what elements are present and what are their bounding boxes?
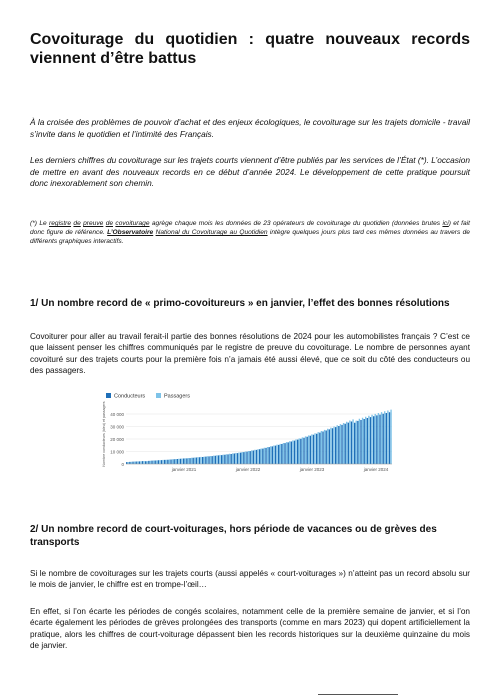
bar-passagers [210,456,211,464]
bar-passagers [162,460,163,464]
bar-passagers [295,439,296,464]
bar-passagers [213,456,214,464]
bar-conducteurs [341,425,342,464]
bar-passagers [387,411,388,465]
bar-conducteurs [379,415,380,464]
bar-passagers [159,460,160,464]
bar-passagers [314,433,315,464]
bar-conducteurs [373,416,374,464]
bar-conducteurs [136,462,137,465]
bar-passagers [140,461,141,464]
section-2-body-1: Si le nombre de covoiturages sur les trajets courts (aussi appelés « court-voiturages ») n’atteint pas un record absolu sur le mois de janvier, le chiffre est en trompe-l’œil… [30,569,470,590]
bar-conducteurs [370,417,371,464]
bar-passagers [270,446,271,464]
bar-conducteurs [243,452,244,464]
bar-conducteurs [186,458,187,464]
bar-conducteurs [329,429,330,464]
bar-passagers [219,455,220,464]
bar-conducteurs [237,453,238,464]
legend-label: Passagers [164,393,190,400]
bar-passagers [384,411,385,464]
bar-conducteurs [205,457,206,464]
bar-passagers [153,461,154,465]
bar-conducteurs [193,458,194,464]
observatoire-link[interactable]: L’Observatoire [107,229,154,237]
bar-passagers [223,455,224,464]
bar-passagers [267,447,268,464]
bar-conducteurs [139,461,140,464]
bar-conducteurs [389,412,390,464]
x-tick-label: janvier 2023 [299,467,325,472]
bar-passagers [264,448,265,464]
bar-passagers [340,424,341,464]
bar-passagers [261,449,262,465]
bar-passagers [276,445,277,464]
bar-passagers [378,413,379,464]
bar-conducteurs [348,423,349,464]
bar-passagers [216,455,217,464]
bar-conducteurs [199,457,200,464]
bar-passagers [242,452,243,464]
bar-conducteurs [158,460,159,464]
bar-conducteurs [231,454,232,464]
bar-passagers [245,452,246,465]
bar-conducteurs [164,460,165,464]
bar-passagers [197,457,198,464]
bar-passagers [330,428,331,464]
bar-passagers [381,412,382,464]
bar-conducteurs [262,449,263,464]
y-tick-label: 10 000 [110,449,124,455]
de-link-2[interactable]: de [105,220,114,227]
footnote [30,219,470,247]
bar-conducteurs [174,459,175,464]
bar-conducteurs [284,443,285,464]
bar-passagers [283,443,284,464]
bar-passagers [131,462,132,464]
bar-conducteurs [319,433,320,464]
bar-passagers [321,431,322,464]
bar-conducteurs [256,450,257,464]
bar-conducteurs [322,432,323,465]
bar-passagers [356,421,357,464]
bar-passagers [207,456,208,464]
bar-passagers [194,458,195,465]
bar-conducteurs [297,440,298,464]
bar-conducteurs [383,414,384,464]
y-tick-label: 40 000 [110,411,124,417]
bar-conducteurs [183,459,184,465]
page-title: Covoiturage du quotidien : quatre nouveaux records viennent d’être battus [30,31,470,67]
bar-conducteurs [221,455,222,464]
bar-passagers [128,462,129,464]
bar-conducteurs [234,454,235,465]
bar-conducteurs [151,461,152,464]
bar-conducteurs [338,426,339,464]
legend-swatch [156,393,161,398]
section-2-body-2: En effet, si l’on écarte les périodes de congés scolaires, notamment celle de la première semaine de janvier, et si l’on écarte également les périodes de grèves prolongées des transports (comme en mars 2023) qui dopent artificiellement la pratique, alors les chiffres de court-voiturage dépassent bien les records historiques sur la deuxième quinzaine du mois de janvier. [30,607,470,650]
bar-conducteurs [227,454,228,464]
bar-conducteurs [240,453,241,464]
bar-passagers [181,459,182,465]
footnote-text: (*) Le [30,220,50,227]
bar-passagers [229,454,230,464]
registre-link[interactable]: registre [49,220,72,227]
bar-conducteurs [215,456,216,464]
bar-passagers [343,423,344,464]
bar-passagers [390,410,391,464]
bar-conducteurs [376,415,377,464]
bar-passagers [352,419,353,464]
bar-passagers [175,459,176,464]
bar-conducteurs [259,449,260,464]
bar-passagers [273,446,274,465]
bar-conducteurs [313,435,314,464]
bar-conducteurs [202,457,203,464]
legend-swatch [106,393,111,398]
bar-passagers [286,442,287,464]
bar-passagers [156,460,157,464]
bar-passagers [292,440,293,464]
bar-passagers [235,453,236,464]
bar-conducteurs [129,462,130,464]
bar-conducteurs [335,427,336,464]
bar-conducteurs [253,451,254,465]
bar-passagers [257,449,258,464]
section-1-body: Covoiturer pour aller au travail ferait-il partie des bonnes résolutions de 2024 pour les automobilistes français ? C’est ce que laissent penser les chiffres communiqués par le registre de preuve du covoiturage. Le nombre de personnes ayant covoituré sur des trajets courts pour la première fois n’a jamais été aussi élevé, que ce soit du côté des conducteurs ou des passagers. [30,332,470,375]
bar-conducteurs [275,446,276,464]
bar-conducteurs [269,447,270,464]
bar-passagers [362,418,363,464]
bar-conducteurs [272,446,273,464]
bar-passagers [166,460,167,464]
bar-passagers [254,450,255,464]
intro-paragraph-1: À la croisée des problèmes de pouvoir d’achat et des enjeux écologiques, le covoiturage sur les trajets domicile - travail s’invite dans le quotidien et l’intimité des Français. [30,117,470,139]
footnote-text: intègre quelques jours plus tard ces mêmes données au travers de différents graphiques interactifs. [30,229,470,246]
bar-conducteurs [291,442,292,465]
bar-passagers [280,444,281,464]
bar-conducteurs [208,456,209,464]
bar-conducteurs [196,458,197,465]
bar-passagers [226,454,227,464]
bar-conducteurs [357,421,358,464]
bar-passagers [172,459,173,464]
bar-conducteurs [307,437,308,464]
bar-passagers [188,458,189,464]
bar-passagers [346,422,347,464]
y-tick-label: 0 [121,461,124,467]
bar-passagers [238,453,239,465]
bar-passagers [333,427,334,465]
bar-passagers [359,419,360,464]
bar-conducteurs [148,461,149,464]
bar-passagers [324,430,325,464]
bar-conducteurs [145,461,146,464]
bar-conducteurs [294,441,295,464]
footnote-text: agrège chaque mois les données de 23 opérateurs de covoiturage du quotidien (données brutes [149,220,443,227]
bar-passagers [311,434,312,464]
bar-passagers [143,461,144,464]
bar-conducteurs [300,439,301,464]
bar-passagers [147,461,148,464]
bar-passagers [305,436,306,464]
bar-passagers [191,458,192,464]
x-tick-label: janvier 2022 [235,467,261,472]
bar-passagers [337,425,338,464]
x-tick-label: janvier 2021 [171,467,197,472]
legend-label: Conducteurs [114,393,146,400]
bar-conducteurs [167,460,168,464]
bar-conducteurs [212,456,213,464]
bar-passagers [185,458,186,464]
bar-passagers [200,457,201,464]
bar-conducteurs [126,462,127,464]
bar-conducteurs [265,448,266,464]
preuve-link[interactable]: preuve [83,220,104,227]
bar-conducteurs [332,428,333,464]
bar-conducteurs [326,431,327,465]
bar-passagers [371,415,372,464]
bar-passagers [178,459,179,464]
bar-passagers [289,441,290,464]
bar-conducteurs [386,413,387,464]
bar-conducteurs [345,424,346,464]
covoiturage-chart [100,388,400,480]
section-2-heading: 2/ Un nombre record de court-voiturages, hors période de vacances ou de grèves des transports [30,524,437,548]
bar-passagers [232,453,233,464]
divider [318,694,398,695]
bar-passagers [248,451,249,464]
bar-passagers [368,416,369,464]
bar-passagers [134,462,135,465]
bar-passagers [349,421,350,465]
bar-conducteurs [161,460,162,464]
bar-conducteurs [132,462,133,464]
bar-conducteurs [246,452,247,464]
intro-paragraph-2: Les derniers chiffres du covoiturage sur les trajets courts viennent d’être publiés par les services de l’État (*). L’occasion de mettre en avant des nouveaux records en ce début d’année 2024. Le développement de cette pratique poursuit donc inexorablement son chemin. [30,155,470,189]
bar-conducteurs [170,460,171,465]
bar-passagers [308,435,309,464]
footnote-text: ) et fait donc figure de référence. [30,220,470,237]
bar-passagers [204,457,205,464]
bar-passagers [327,429,328,464]
bar-conducteurs [218,455,219,464]
bar-conducteurs [278,445,279,464]
bar-passagers [375,414,376,464]
bar-passagers [302,437,303,464]
x-tick-label: janvier 2024 [363,467,389,472]
section-1-heading: 1/ Un nombre record de « primo-covoitureurs » en janvier, l’effet des bonnes résolutions [30,298,450,309]
bar-conducteurs [360,420,361,464]
bar-passagers [137,461,138,464]
bar-passagers [299,438,300,464]
bar-passagers [169,460,170,465]
bar-conducteurs [177,459,178,464]
bar-conducteurs [224,455,225,464]
bar-conducteurs [364,419,365,464]
bar-conducteurs [354,423,355,464]
bar-conducteurs [351,422,352,465]
bar-passagers [150,461,151,464]
bar-conducteurs [316,434,317,464]
bar-conducteurs [250,451,251,464]
bar-passagers [365,417,366,464]
y-tick-label: 20 000 [110,436,124,442]
bar-conducteurs [180,459,181,464]
de-link[interactable]: de [73,220,81,227]
bar-conducteurs [310,436,311,464]
bar-passagers [318,432,319,464]
bar-passagers [251,450,252,464]
y-axis-label: Nombre conducteurs (bleu) et passagers [102,401,106,467]
bar-conducteurs [155,461,156,465]
bar-conducteurs [367,418,368,464]
bar-conducteurs [189,458,190,464]
ici-link[interactable]: ici [442,220,449,227]
covoiturage-link[interactable]: covoiturage [115,220,150,227]
bar-conducteurs [281,444,282,464]
bar-conducteurs [288,442,289,464]
bar-conducteurs [303,438,304,464]
observatoire-national-link[interactable]: National du Covoiturage au Quotidien [155,229,268,237]
bar-conducteurs [142,461,143,464]
y-tick-label: 30 000 [110,424,124,430]
